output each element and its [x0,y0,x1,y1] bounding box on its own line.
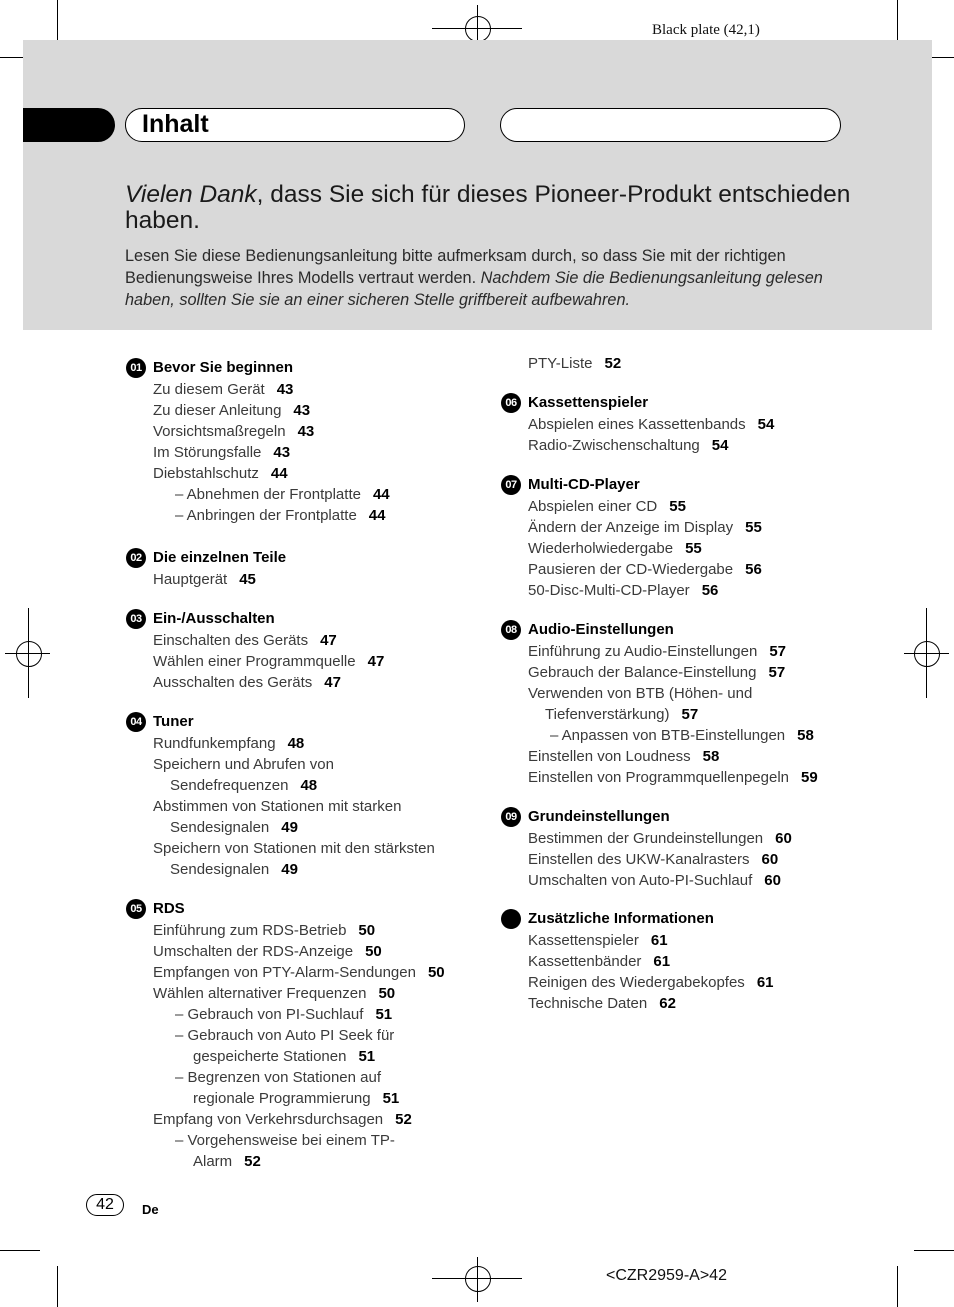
toc-entry[interactable]: Umschalten der RDS-Anzeige 50 [153,943,382,960]
page-title: Inhalt [142,110,209,138]
language-code: De [142,1202,159,1217]
intro-italic: Nachdem Sie die Bedienungsanleitung gelesen haben, sollten Sie sie an einer sicheren Stelle griffbereit aufbewahren. [125,269,823,309]
toc-entry[interactable]: Einführung zu Audio-Einstellungen 57 [528,643,787,660]
toc-subentry[interactable]: – Begrenzen von Stationen auf [175,1069,381,1086]
toc-entry[interactable]: Speichern und Abrufen von [153,756,334,773]
toc-section [130,898,483,1172]
toc-entry[interactable]: Kassettenbänder 61 [528,953,671,970]
toc-section [130,357,483,526]
empty-title-box [500,108,841,142]
chapter-badge [501,909,521,929]
chapter-badge: 05 [126,899,146,919]
plate-label: Black plate (42,1) [652,22,760,38]
toc-subentry-continued[interactable]: gespeicherte Stationen 51 [193,1048,376,1065]
chapter-badge: 02 [126,548,146,568]
title-box [125,108,465,142]
crop-mark [57,0,58,40]
crop-mark [897,0,898,40]
page-number: 42 [86,1194,124,1216]
registration-mark [914,641,940,667]
toc-section [505,392,848,456]
crop-mark [932,57,954,58]
document-code: <CZR2959-A>42 [606,1267,727,1284]
toc-entry-continued[interactable]: Sendefrequenzen 48 [170,777,318,794]
toc-section [528,908,848,1014]
intro-normal: Lesen Sie diese Bedienungsanleitung bitte aufmerksam durch, so dass Sie mit der richtigen Bedienungsweise Ihres Modells vertraut werden. [125,247,786,287]
toc-entry[interactable]: Gebrauch der Balance-Einstellung 57 [528,664,786,681]
chapter-badge: 09 [501,807,521,827]
toc-subentry-continued[interactable]: regionale Programmierung 51 [193,1090,400,1107]
section-title[interactable]: Bevor Sie beginnen [153,359,294,376]
section-title[interactable]: Die einzelnen Teile [153,549,287,566]
toc-entry[interactable]: Rundfunkempfang 48 [153,735,305,752]
toc-entry[interactable]: Umschalten von Auto-PI-Suchlauf 60 [528,872,781,889]
toc-entry[interactable]: Diebstahlschutz 44 [153,465,288,482]
toc-entry[interactable]: Ausschalten des Geräts 47 [153,674,341,691]
toc-entry[interactable]: Hauptgerät 45 [153,571,256,588]
toc-entry-continued[interactable]: Tiefenverstärkung) 57 [545,706,699,723]
registration-mark [465,16,491,42]
toc-entry[interactable]: Empfang von Verkehrsdurchsagen 52 [153,1111,412,1128]
section-tab [23,108,115,142]
toc-entry[interactable]: Abspielen eines Kassettenbands 54 [528,416,775,433]
section-title[interactable]: Kassettenspieler [528,394,649,411]
toc-entry[interactable]: Einstellen von Programmquellenpegeln 59 [528,769,818,786]
toc-entry[interactable]: PTY-Liste 52 [528,355,622,372]
chapter-badge: 04 [126,712,146,732]
toc-entry[interactable]: Reinigen des Wiedergabekopfes 61 [528,974,774,991]
toc-entry[interactable]: Ändern der Anzeige im Display 55 [528,519,762,536]
toc-subentry[interactable]: – Gebrauch von Auto PI Seek für [175,1027,395,1044]
toc-subentry[interactable]: – Anpassen von BTB-Einstellungen 58 [550,727,814,744]
crop-mark [914,1250,954,1251]
toc-entry[interactable]: Im Störungsfalle 43 [153,444,291,461]
toc-entry[interactable]: Speichern von Stationen mit den stärksten [153,840,435,857]
chapter-badge: 03 [126,609,146,629]
headline [125,182,865,234]
chapter-badge: 06 [501,393,521,413]
crop-mark [57,1266,58,1307]
toc-subentry-continued[interactable]: Alarm 52 [193,1153,261,1170]
section-title[interactable]: Ein-/Ausschalten [153,610,275,627]
registration-mark [16,641,42,667]
toc-section [505,474,848,601]
toc-section [130,547,483,590]
chapter-badge: 01 [126,358,146,378]
toc-entry-continued[interactable]: Sendesignalen 49 [170,861,298,878]
toc-entry-continued[interactable]: Sendesignalen 49 [170,819,298,836]
toc-right-column [505,353,848,1012]
intro-paragraph [125,245,855,311]
toc-subentry[interactable]: – Gebrauch von PI-Suchlauf 51 [175,1006,393,1023]
toc-entry[interactable]: Empfangen von PTY-Alarm-Sendungen 50 [153,964,445,981]
toc-entry[interactable]: Zu dieser Anleitung 43 [153,402,311,419]
section-title[interactable]: Tuner [153,713,194,730]
toc-entry[interactable]: Verwenden von BTB (Höhen- und [528,685,753,702]
toc-subentry[interactable]: – Anbringen der Frontplatte 44 [175,507,386,524]
toc-entry[interactable]: Vorsichtsmaßregeln 43 [153,423,315,440]
toc-entry[interactable]: Zu diesem Gerät 43 [153,381,294,398]
toc-entry[interactable]: Pausieren der CD-Wiedergabe 56 [528,561,762,578]
crop-mark [897,1266,898,1307]
section-title[interactable]: Zusätzliche Informationen [528,910,714,927]
headline-rest: , dass Sie sich für dieses Pioneer-Produkt entschieden haben. [125,181,851,234]
toc-entry[interactable]: Abstimmen von Stationen mit starken [153,798,402,815]
toc-entry[interactable]: Einschalten des Geräts 47 [153,632,337,649]
toc-subentry[interactable]: – Vorgehensweise bei einem TP- [175,1132,395,1149]
chapter-badge: 07 [501,475,521,495]
chapter-badge: 08 [501,620,521,640]
toc-section [505,806,848,891]
toc-section [505,619,848,788]
toc-entry[interactable]: Wiederholwiedergabe 55 [528,540,702,557]
toc-entry[interactable]: Einstellen des UKW-Kanalrasters 60 [528,851,779,868]
registration-mark [465,1266,491,1292]
section-title[interactable]: RDS [153,900,185,917]
section-title[interactable]: Multi-CD-Player [528,476,640,493]
toc-entry[interactable]: Einführung zum RDS-Betrieb 50 [153,922,376,939]
toc-entry[interactable]: Abspielen einer CD 55 [528,498,686,515]
toc-entry[interactable]: Wählen alternativer Frequenzen 50 [153,985,396,1002]
toc-entry[interactable]: Technische Daten 62 [528,995,676,1012]
crop-mark [0,57,24,58]
toc-subentry[interactable]: – Abnehmen der Frontplatte 44 [175,486,390,503]
section-title[interactable]: Grundeinstellungen [528,808,670,825]
toc-section [130,608,483,693]
toc-entry[interactable]: Radio-Zwischenschaltung 54 [528,437,729,454]
toc-section [130,711,483,880]
toc-entry[interactable]: Bestimmen der Grundeinstellungen 60 [528,830,792,847]
crop-mark [0,1250,40,1251]
headline-italic: Vielen Dank [125,181,257,208]
section-title[interactable]: Audio-Einstellungen [528,621,674,638]
toc-entry[interactable]: Kassettenspieler 61 [528,932,668,949]
toc-entry[interactable]: Einstellen von Loudness 58 [528,748,720,765]
toc-entry[interactable]: Wählen einer Programmquelle 47 [153,653,385,670]
toc-entry[interactable]: 50-Disc-Multi-CD-Player 56 [528,582,719,599]
